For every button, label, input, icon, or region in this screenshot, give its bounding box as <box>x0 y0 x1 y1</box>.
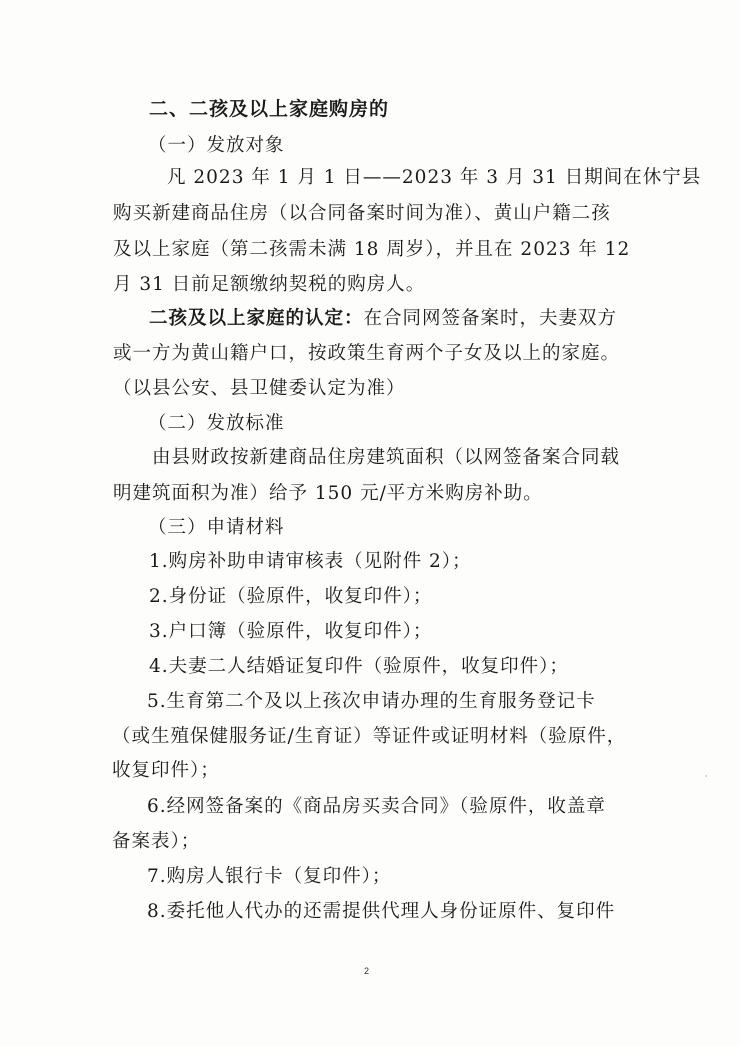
list-item-continuation: 备案表）； <box>112 831 201 852</box>
list-item-continuation: 收复印件）； <box>112 760 220 781</box>
list-item: 3.户口簿（验原件，收复印件）； <box>149 621 433 642</box>
definition-text: 在合同网签备案时，夫妻双方 <box>363 308 618 329</box>
list-item: 2.身份证（验原件，收复印件）； <box>149 586 433 607</box>
definition-line: 或一方为黄山籍户口，按政策生育两个子女及以上的家庭。 <box>113 343 621 364</box>
paragraph-line: 月 31 日前足额缴纳契税的购房人。 <box>113 274 426 295</box>
list-item: 5.生育第二个及以上孩次申请办理的生育服务登记卡 <box>147 691 596 712</box>
list-item: 6.经网签备案的《商品房买卖合同》（验原件，收盖章 <box>147 796 606 817</box>
definition-lead: 二孩及以上家庭的认定： <box>149 308 364 329</box>
definition-line <box>149 307 617 331</box>
definition-note: （以县公安、县卫健委认定为准） <box>113 378 406 399</box>
paragraph-line: 由县财政按新建商品住房建筑面积（以网签备案合同载 <box>152 447 621 468</box>
list-item: 7.购房人银行卡（复印件）； <box>147 866 392 887</box>
list-item: 1.购房补助申请审核表（见附件 2）； <box>149 551 472 572</box>
paragraph-line: 凡 2023 年 1 月 1 日——2023 年 3 月 31 日期间在休宁县 <box>167 167 702 188</box>
list-item-continuation: （或生殖保健服务证/生育证）等证件或证明材料（验原件， <box>112 726 627 747</box>
subsection-heading-1: （一）发放对象 <box>148 135 285 156</box>
paragraph-line: 购买新建商品住房（以合同备案时间为准）、黄山户籍二孩 <box>113 203 611 224</box>
subsection-heading-3: （三）申请材料 <box>148 517 285 538</box>
scan-speck <box>705 775 707 777</box>
paragraph-line: 明建筑面积为准）给予 150 元/平方米购房补助。 <box>113 483 543 504</box>
list-item: 8.委托他人代办的还需提供代理人身份证原件、复印件 <box>147 901 616 922</box>
paragraph-line: 及以上家庭（第二孩需未满 18 周岁），并且在 2023 年 12 <box>113 239 631 260</box>
page-number: 2 <box>364 966 370 976</box>
section-heading: 二、二孩及以上家庭购房的 <box>149 98 390 120</box>
list-item: 4.夫妻二人结婚证复印件（验原件，收复印件）； <box>149 656 569 677</box>
subsection-heading-2: （二）发放标准 <box>148 413 285 434</box>
